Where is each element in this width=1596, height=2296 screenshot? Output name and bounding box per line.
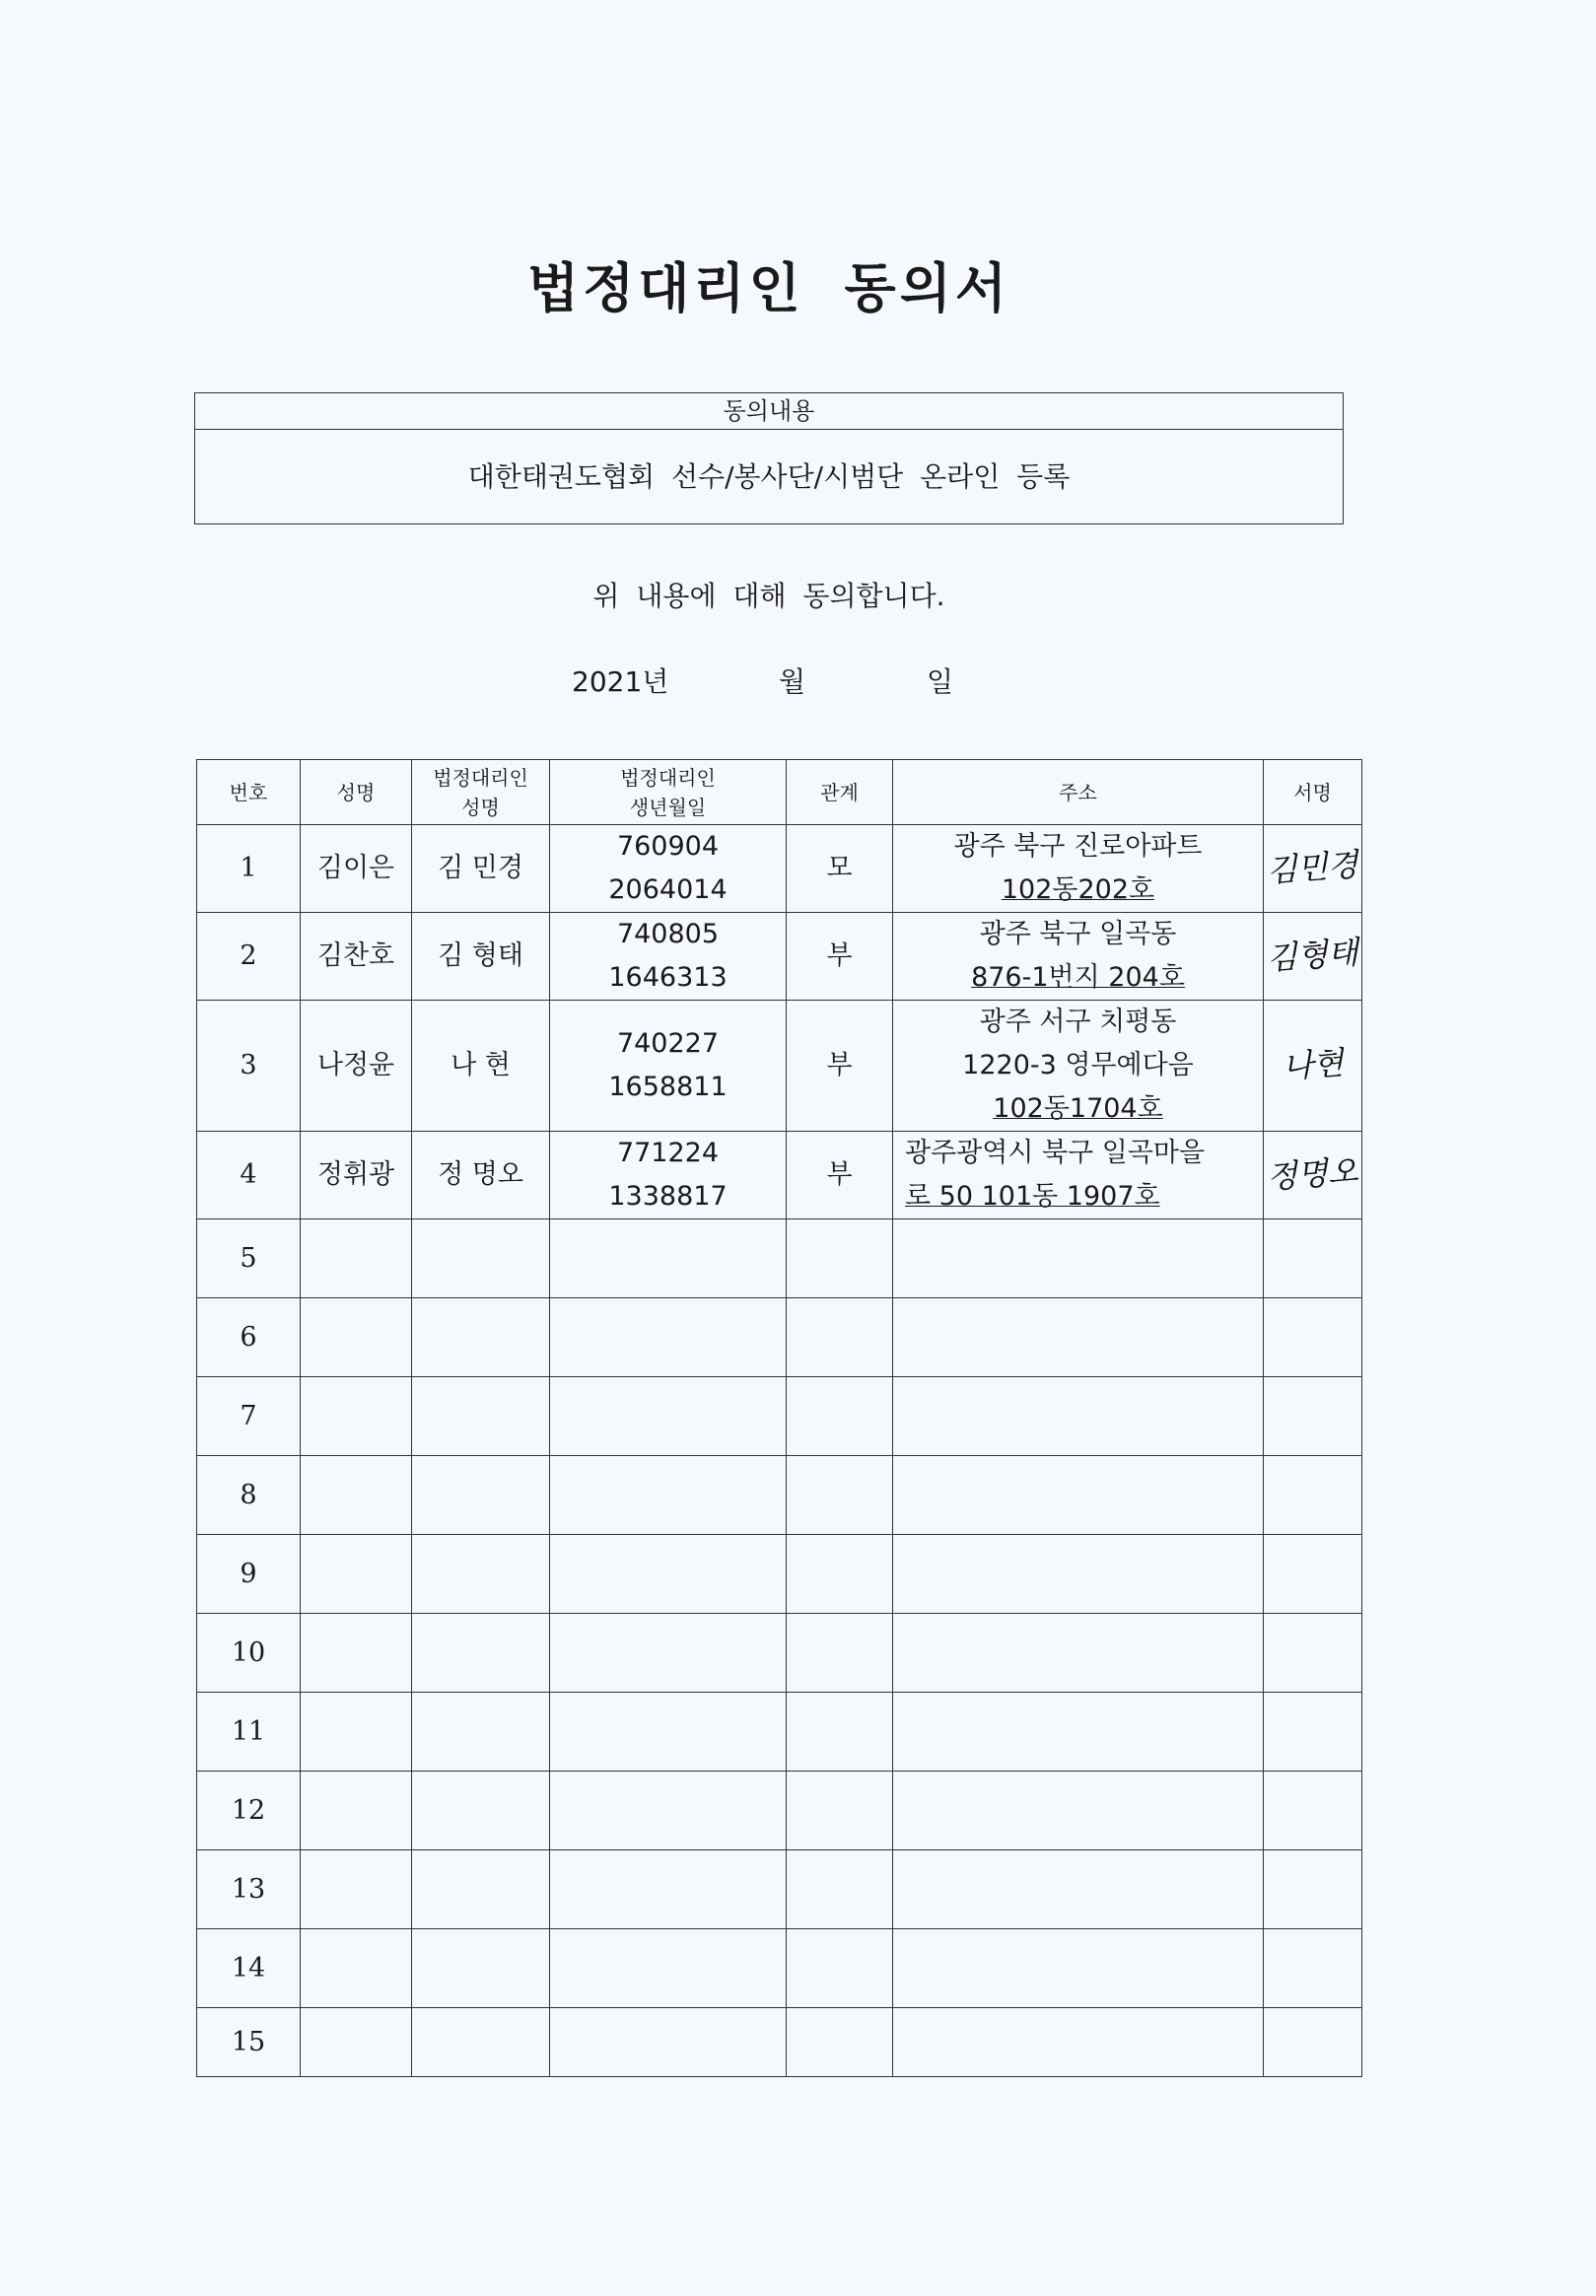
consent-header: 동의내용 (195, 393, 1343, 430)
cell (787, 1693, 893, 1772)
row-birth-line2: 1338817 (608, 1181, 728, 1212)
row-no: 4 (197, 1132, 301, 1219)
cell (412, 1535, 550, 1614)
row-signature (1264, 1001, 1362, 1132)
cell (550, 1219, 787, 1298)
cell (787, 1772, 893, 1850)
row-birth (550, 1001, 787, 1132)
cell (893, 1614, 1264, 1693)
cell (787, 1535, 893, 1614)
cell (787, 1377, 893, 1456)
cell (550, 1298, 787, 1377)
row-no: 12 (197, 1772, 301, 1850)
cell (893, 1929, 1264, 2008)
date-month: 월 (779, 665, 806, 698)
cell (1264, 1298, 1362, 1377)
table-row (197, 1693, 1362, 1772)
cell (550, 1456, 787, 1535)
header-address: 주소 (893, 760, 1264, 825)
cell (893, 1377, 1264, 1456)
guardian-table (196, 759, 1362, 2077)
row-birth-line1: 771224 (616, 1138, 720, 1168)
row-birth (550, 825, 787, 913)
cell (301, 1456, 412, 1535)
cell (893, 1772, 1264, 1850)
row-address-line1: 광주 북구 진로아파트 (953, 831, 1203, 862)
row-no: 14 (197, 1929, 301, 2008)
cell (412, 1377, 550, 1456)
row-relation: 부 (787, 1132, 893, 1219)
row-guardian: 김 민경 (412, 825, 550, 913)
cell (893, 1693, 1264, 1772)
consent-box (194, 392, 1344, 524)
table-row (197, 913, 1362, 1001)
row-address (893, 825, 1264, 913)
header-guardian-name-line1: 법정대리인 (433, 765, 528, 790)
cell (301, 1850, 412, 1929)
cell (301, 1377, 412, 1456)
table-row (197, 2008, 1362, 2077)
table-header-row (197, 760, 1362, 825)
header-guardian-birth-line2: 생년월일 (629, 795, 707, 819)
cell (787, 1456, 893, 1535)
row-signature (1264, 913, 1362, 1001)
row-relation: 부 (787, 1001, 893, 1132)
row-birth-line1: 740227 (616, 1028, 720, 1059)
cell (1264, 2008, 1362, 2077)
cell (893, 1219, 1264, 1298)
signature-mark: 정명오 (1265, 1151, 1360, 1196)
table-row (197, 1456, 1362, 1535)
row-no: 7 (197, 1377, 301, 1456)
header-name: 성명 (301, 760, 412, 825)
cell (550, 2008, 787, 2077)
cell (301, 1693, 412, 1772)
row-birth-line2: 1658811 (608, 1072, 728, 1102)
cell (1264, 1772, 1362, 1850)
row-address-line2: 1220-3 영무예다음 (962, 1050, 1194, 1080)
cell (412, 1614, 550, 1693)
row-name: 정휘광 (301, 1132, 412, 1219)
row-name: 김찬호 (301, 913, 412, 1001)
row-no: 8 (197, 1456, 301, 1535)
cell (550, 1535, 787, 1614)
cell (893, 1850, 1264, 1929)
table-row (197, 1298, 1362, 1377)
cell (301, 1535, 412, 1614)
row-address-line1: 광주광역시 북구 일곡마을 (905, 1138, 1206, 1168)
row-birth-line2: 2064014 (608, 874, 728, 905)
row-address (893, 913, 1264, 1001)
cell (787, 1614, 893, 1693)
cell (550, 1693, 787, 1772)
cell (301, 1614, 412, 1693)
row-birth-line1: 760904 (616, 831, 720, 862)
row-relation: 부 (787, 913, 893, 1001)
table-row (197, 1614, 1362, 1693)
document-title: 법정대리인 동의서 (526, 256, 1011, 319)
row-guardian: 김 형태 (412, 913, 550, 1001)
row-no: 3 (197, 1001, 301, 1132)
cell (1264, 1535, 1362, 1614)
cell (893, 2008, 1264, 2077)
cell (301, 1298, 412, 1377)
date-year: 2021년 (572, 665, 669, 698)
cell (787, 1219, 893, 1298)
cell (412, 1850, 550, 1929)
cell (1264, 1929, 1362, 2008)
cell (412, 1298, 550, 1377)
cell (412, 1929, 550, 2008)
cell (412, 2008, 550, 2077)
consent-body: 대한태권도협회 선수/봉사단/시범단 온라인 등록 (467, 460, 1071, 493)
signature-mark: 김형태 (1265, 933, 1360, 977)
table-row (197, 1929, 1362, 2008)
cell (412, 1219, 550, 1298)
signature-mark: 김민경 (1265, 845, 1360, 889)
signature-mark: 나현 (1281, 1043, 1345, 1085)
cell (1264, 1377, 1362, 1456)
row-no: 2 (197, 913, 301, 1001)
row-signature (1264, 825, 1362, 913)
row-name: 나정윤 (301, 1001, 412, 1132)
cell (787, 1298, 893, 1377)
cell (301, 1219, 412, 1298)
cell (893, 1456, 1264, 1535)
header-relation: 관계 (787, 760, 893, 825)
row-guardian: 정 명오 (412, 1132, 550, 1219)
row-no: 11 (197, 1693, 301, 1772)
cell (550, 1614, 787, 1693)
cell (1264, 1219, 1362, 1298)
row-birth-line1: 740805 (616, 919, 720, 949)
cell (1264, 1614, 1362, 1693)
table-row (197, 1772, 1362, 1850)
cell (550, 1850, 787, 1929)
cell (301, 1929, 412, 2008)
table-row (197, 825, 1362, 913)
row-no: 10 (197, 1614, 301, 1693)
row-no: 6 (197, 1298, 301, 1377)
row-address (893, 1132, 1264, 1219)
cell (787, 1850, 893, 1929)
row-no: 13 (197, 1850, 301, 1929)
table-row (197, 1850, 1362, 1929)
cell (412, 1772, 550, 1850)
row-signature (1264, 1132, 1362, 1219)
cell (412, 1456, 550, 1535)
table-row (197, 1132, 1362, 1219)
row-no: 5 (197, 1219, 301, 1298)
row-address-line2: 로 50 101동 1907호 (905, 1181, 1160, 1212)
cell (1264, 1693, 1362, 1772)
row-guardian: 나 현 (412, 1001, 550, 1132)
date-day: 일 (927, 665, 954, 698)
cell (550, 1772, 787, 1850)
row-address-line1: 광주 북구 일곡동 (979, 919, 1177, 949)
header-guardian-name-line2: 성명 (461, 795, 500, 819)
table-row (197, 1219, 1362, 1298)
header-signature: 서명 (1264, 760, 1362, 825)
row-name: 김이은 (301, 825, 412, 913)
table-row (197, 1377, 1362, 1456)
row-address (893, 1001, 1264, 1132)
cell (550, 1929, 787, 2008)
cell (1264, 1850, 1362, 1929)
cell (550, 1377, 787, 1456)
row-address-line2: 102동202호 (1001, 874, 1155, 905)
row-birth-line2: 1646313 (608, 962, 728, 993)
cell (893, 1535, 1264, 1614)
date-line (572, 661, 953, 700)
row-relation: 모 (787, 825, 893, 913)
agree-statement: 위 내용에 대해 동의합니다. (592, 580, 945, 612)
header-guardian-birth-line1: 법정대리인 (620, 765, 716, 790)
cell (301, 1772, 412, 1850)
row-address-line3: 102동1704호 (993, 1093, 1163, 1124)
row-no: 1 (197, 825, 301, 913)
row-no: 9 (197, 1535, 301, 1614)
cell (1264, 1456, 1362, 1535)
cell (301, 2008, 412, 2077)
table-row (197, 1001, 1362, 1132)
cell (893, 1298, 1264, 1377)
row-address-line1: 광주 서구 치평동 (979, 1007, 1177, 1037)
row-birth (550, 1132, 787, 1219)
cell (412, 1693, 550, 1772)
table-row (197, 1535, 1362, 1614)
cell (787, 2008, 893, 2077)
header-guardian-name (412, 760, 550, 825)
cell (787, 1929, 893, 2008)
header-guardian-birth (550, 760, 787, 825)
row-birth (550, 913, 787, 1001)
header-no: 번호 (197, 760, 301, 825)
row-no: 15 (197, 2008, 301, 2077)
row-address-line2: 876-1번지 204호 (971, 962, 1185, 993)
